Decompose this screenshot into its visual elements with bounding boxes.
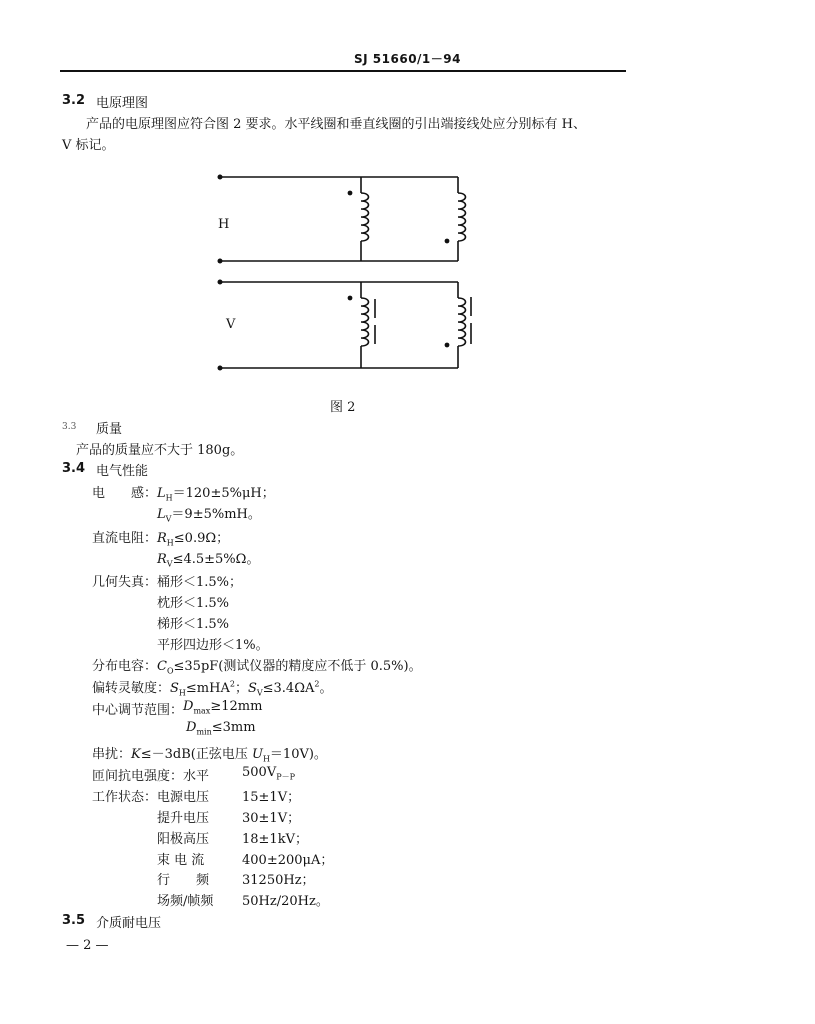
terminal-dots <box>218 175 223 371</box>
distributed-capacitance-value: $C_O\le 35pF$(测试仪器的精度应不低于 0.5%)。 <box>157 659 422 676</box>
terminal-dot <box>218 259 223 264</box>
crosstalk-label: 串扰： <box>92 747 132 762</box>
section-3-2-number: 3.2 <box>62 93 86 108</box>
h-coil-right <box>458 193 466 241</box>
document-header-id: SJ 51660/1－94 <box>354 52 461 66</box>
v-coil-left <box>361 298 369 346</box>
section-3-4-title: 电气性能 <box>96 464 149 479</box>
working-state-label: 工作状态：电源电压 <box>92 790 210 805</box>
supply-voltage-value: 15±1V； <box>242 790 301 805</box>
field-frame-frequency-label: 场频/帧频 <box>157 894 214 909</box>
polarity-dot <box>348 296 353 301</box>
diagram-label-v: V <box>226 317 236 332</box>
section-3-2-paragraph-line2: V 标记。 <box>62 138 115 153</box>
polarity-dot <box>445 343 450 348</box>
inductance-label: 电 感： <box>92 486 158 501</box>
crosstalk-value: K≤－3dB(正弦电压 $U_H=10V$)。 <box>131 747 327 764</box>
section-3-3-title: 质量 <box>96 422 123 437</box>
line-frequency-value: 31250Hz； <box>242 873 315 888</box>
inductance-v-value: $L_V=9\pm 5\%mH$。 <box>157 507 261 524</box>
polarity-dot <box>348 191 353 196</box>
center-adjust-label: 中心调节范围： <box>92 703 184 718</box>
beam-current-value: 400±200μA； <box>242 853 334 868</box>
geometric-distortion-label: 几何失真： <box>92 575 158 590</box>
section-3-3-text: 产品的质量应不大于 180g。 <box>76 443 244 458</box>
beam-current-label: 束 电 流 <box>157 853 205 868</box>
section-3-2-title: 电原理图 <box>96 96 149 111</box>
boost-voltage-label: 提升电压 <box>157 811 210 826</box>
dc-resistance-label: 直流电阻： <box>92 531 158 546</box>
terminal-dot <box>218 366 223 371</box>
line-frequency-label: 行 频 <box>157 873 210 888</box>
polarity-dot <box>445 239 450 244</box>
section-3-2-paragraph-line1: 产品的电原理图应符合图 2 要求。水平线圈和垂直线圈的引出端接线处应分别标有 H、 <box>86 117 587 132</box>
horizontal-coil-circuit <box>220 177 466 261</box>
resistance-h-value: $R_H\le 0.9\Omega$； <box>157 531 230 548</box>
center-adjust-min: $D_{min}\le 3mm$ <box>186 720 256 737</box>
distortion-parallelogram: 平形四边形＜1%。 <box>157 638 269 653</box>
deflection-sensitivity-value: $S_H\le mHA^2$；$S_V\le 3.4\Omega A^2$。 <box>170 679 333 698</box>
interturn-strength-label: 匝间抗电强度：水平 <box>92 769 210 784</box>
section-3-3-number: 3.3 <box>62 422 77 432</box>
page-number: — 2 — <box>66 938 109 953</box>
section-3-5-title: 介质耐电压 <box>96 916 162 931</box>
section-3-5-number: 3.5 <box>62 913 86 928</box>
inductance-h-value: $L_H=120\pm 5\%\mu H$； <box>157 486 275 503</box>
resistance-v-value: $R_V\le 4.5\pm 5\%\Omega$。 <box>157 552 260 569</box>
distortion-trapezoid: 梯形＜1.5% <box>157 617 230 632</box>
interturn-strength-value: $500V_{P-P}$ <box>242 765 295 782</box>
figure-caption: 图 2 <box>330 400 356 415</box>
vertical-coil-circuit <box>220 282 471 368</box>
terminal-dot <box>218 280 223 285</box>
polarity-dots <box>348 191 450 348</box>
distributed-capacitance-label: 分布电容： <box>92 659 158 674</box>
section-3-4-number: 3.4 <box>62 461 86 476</box>
anode-voltage-label: 阳极高压 <box>157 832 210 847</box>
boost-voltage-value: 30±1V； <box>242 811 301 826</box>
field-frame-frequency-value: 50Hz/20Hz。 <box>242 894 329 909</box>
center-adjust-max: $D_{max}\ge 12mm$ <box>183 699 263 716</box>
v-coil-right <box>458 298 466 346</box>
h-coil-left <box>361 193 369 241</box>
anode-voltage-value: 18±1kV； <box>242 832 308 847</box>
deflection-sensitivity-label: 偏转灵敏度： <box>92 681 171 696</box>
distortion-pincushion: 枕形＜1.5% <box>157 596 230 611</box>
diagram-label-h: H <box>218 217 230 232</box>
distortion-barrel: 桶形＜1.5%； <box>157 575 243 590</box>
terminal-dot <box>218 175 223 180</box>
